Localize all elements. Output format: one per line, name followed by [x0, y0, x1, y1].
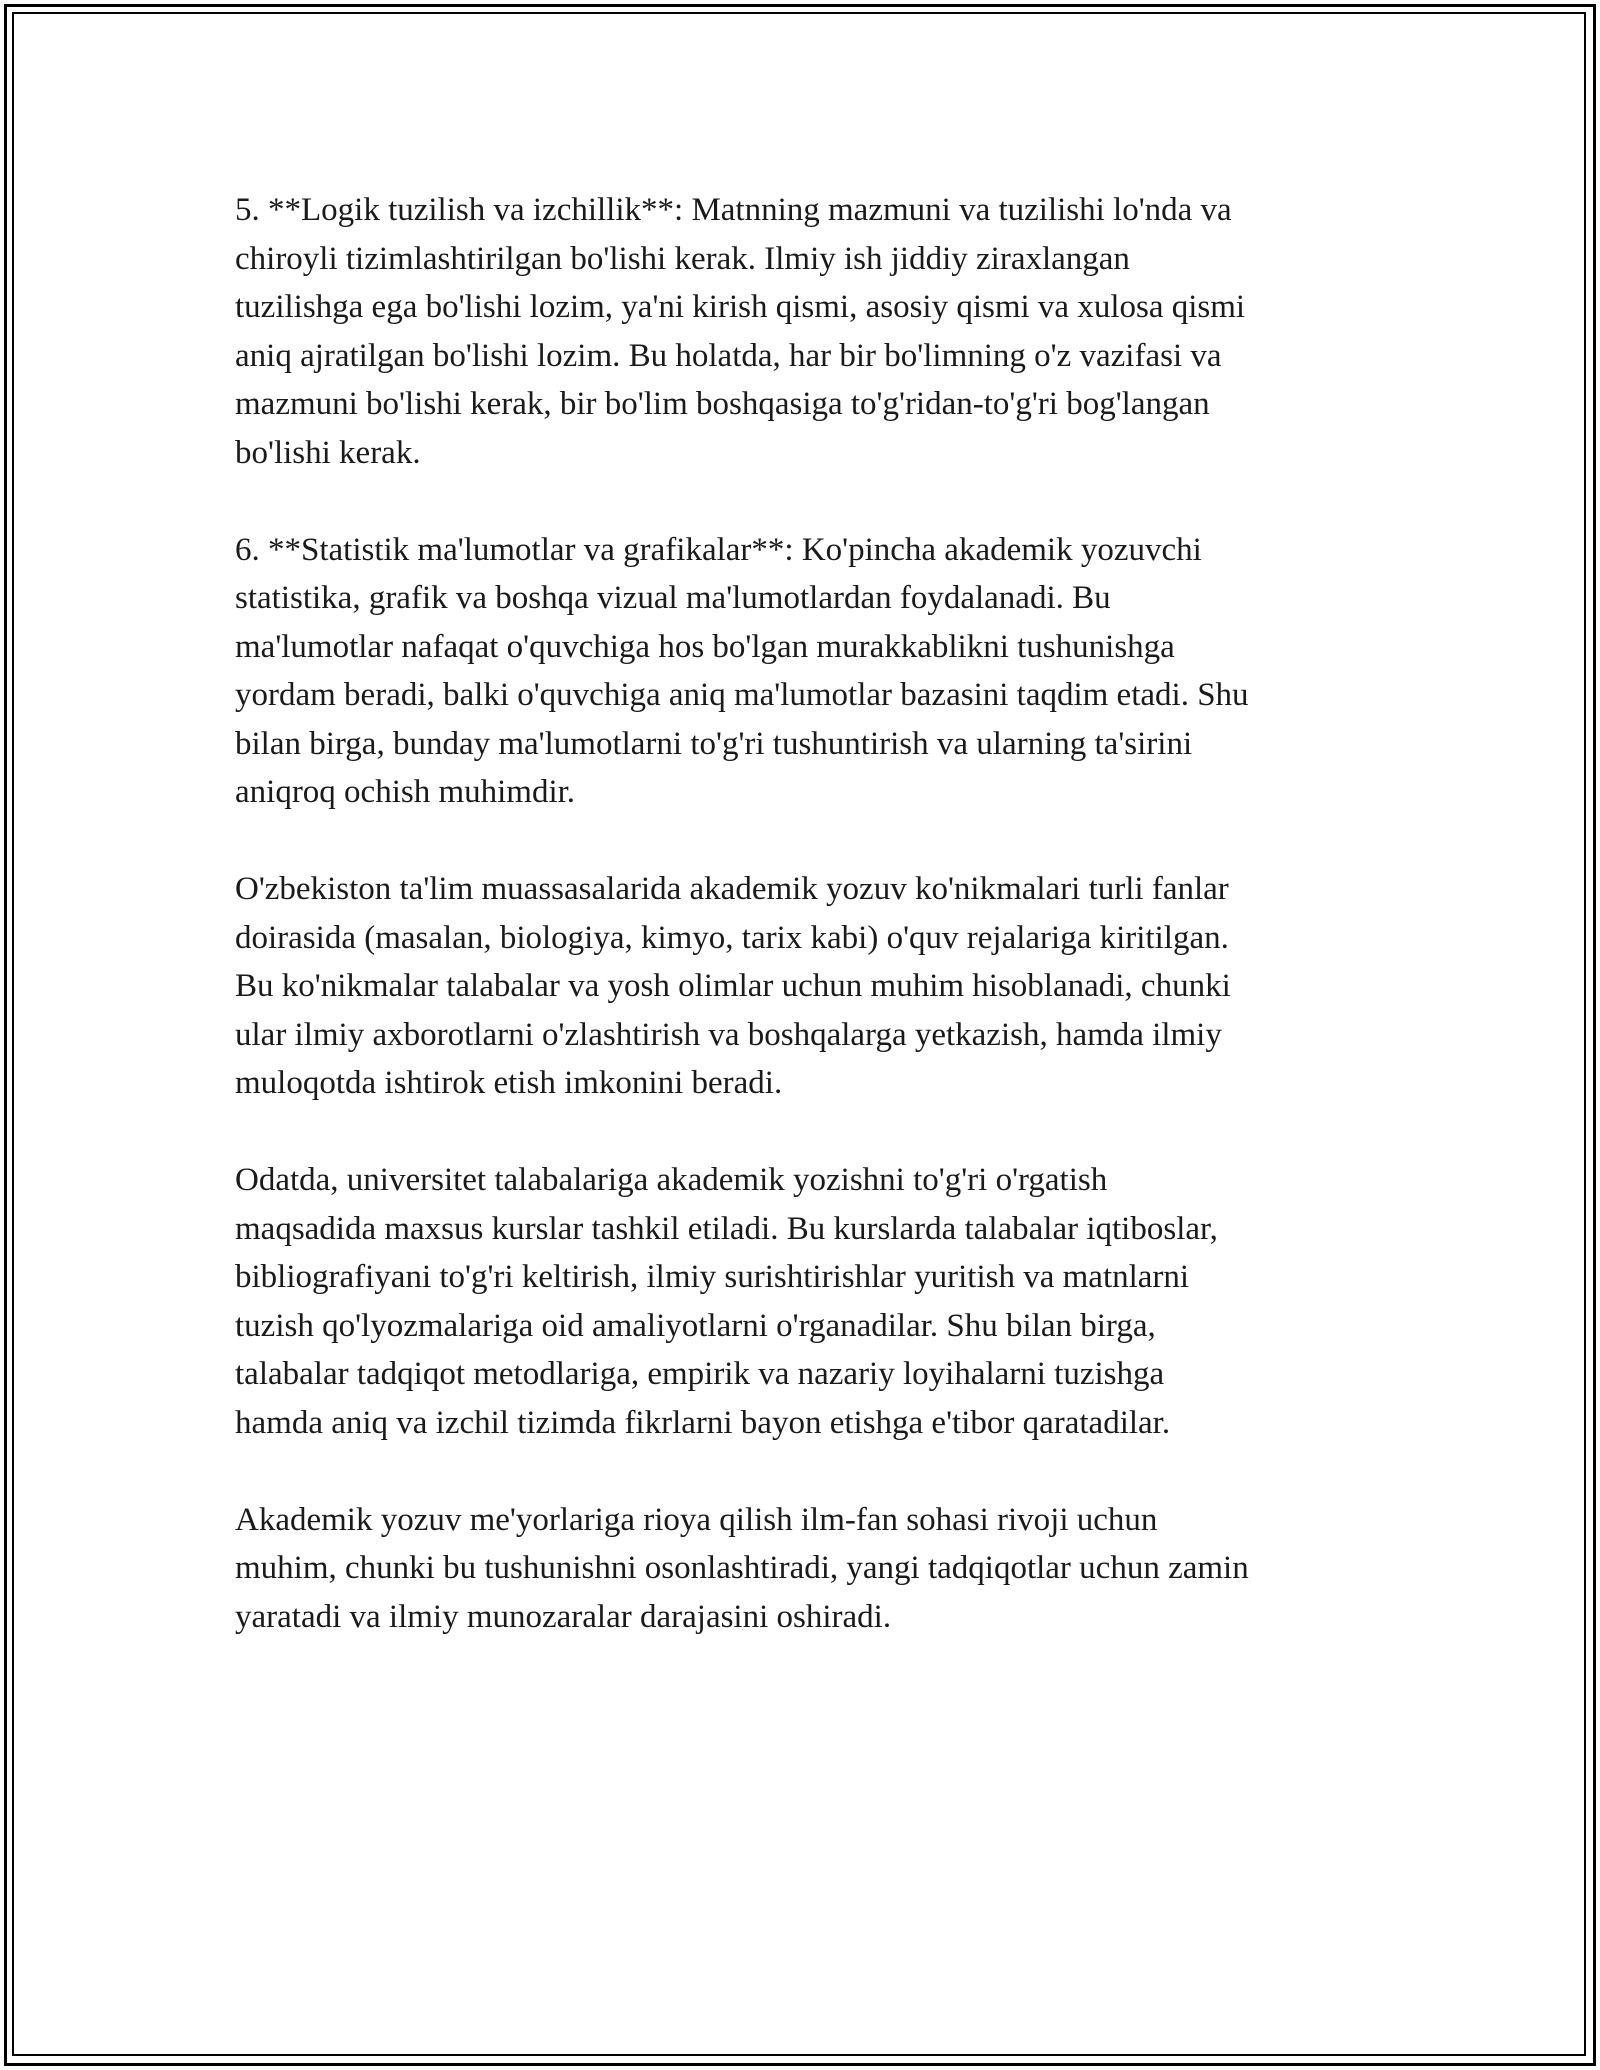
paragraph-statistics-graphics: 6. **Statistik ma'lumotlar va grafikalar**: Ko'pincha akademik yozuvchi statistika, grafik va boshqa vizual ma'lumotlardan foydalanadi. Bu ma'lumotlar nafaqat o'quvchiga hos bo'lgan murakkablikni tushunishga yordam beradi, balki o'quvchiga aniq ma'lumotlar bazasini taqdim etadi. Shu bilan birga, bunday ma'lumotlarni to'g'ri tushuntirish va ularning ta'sirini aniqroq ochish muhimdir. [235, 531, 1249, 810]
paragraph-university-courses: Odatda, universitet talabalariga akademik yozishni to'g'ri o'rgatish maqsadida maxsus kurslar tashkil etiladi. Bu kurslarda talabalar iqtiboslar, bibliografiyani to'g'ri keltirish, ilmiy surishtirishlar yuritish va matnlarni tuzish qo'lyozmalariga oid amaliyotlarni o'rganadilar. Shu bilan birga, talabalar tadqiqot metodlariga, empirik va nazariy loyihalarni tuzishga hamda aniq va izchil tizimda fikrlarni bayon etishga e'tibor qaratadilar. [235, 1162, 1218, 1441]
paragraph-uzbekistan-education: O'zbekiston ta'lim muassasalarida akademik yozuv ko'nikmalari turli fanlar doirasida (masalan, biologiya, kimyo, tarix kabi) o'quv rejalariga kiritilgan. Bu ko'nikmalar talabalar va yosh olimlar uchun muhim hisoblanadi, chunki ular ilmiy axborotlarni o'zlashtirish va boshqalarga yetkazish, hamda ilmiy muloqotda ishtirok etish imkonini beradi. [235, 871, 1231, 1101]
paragraph-conclusion: Akademik yozuv me'yorlariga rioya qilish ilm-fan sohasi rivoji uchun muhim, chunki bu tushunishni osonlashtiradi, yangi tadqiqotlar uchun zamin yaratadi va ilmiy munozaralar darajasini oshiradi. [235, 1501, 1249, 1635]
document-body [235, 186, 1370, 1690]
paragraph-logical-structure: 5. **Logik tuzilish va izchillik**: Matnning mazmuni va tuzilishi lo'nda va chiroyli tizimlashtirilgan bo'lishi kerak. Ilmiy ish jiddiy ziraxlangan tuzilishga ega bo'lishi lozim, ya'ni kirish qismi, asosiy qismi va xulosa qismi aniq ajratilgan bo'lishi lozim. Bu holatda, har bir bo'limning o'z vazifasi va mazmuni bo'lishi kerak, bir bo'lim boshqasiga to'g'ridan-to'g'ri bog'langan bo'lishi kerak. [235, 192, 1246, 471]
